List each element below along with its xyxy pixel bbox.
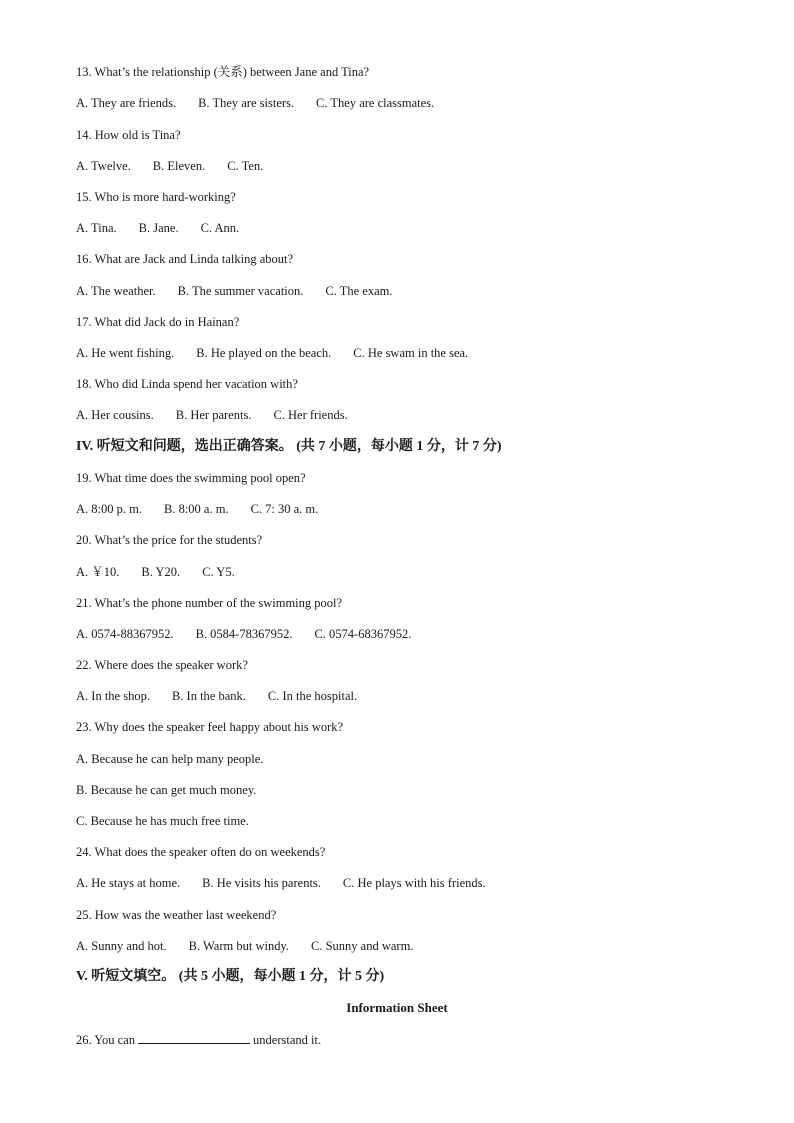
option-24-b: B. He visits his parents.: [202, 876, 321, 890]
section-4-heading: IV. 听短文和问题，选出正确答案。 (共 7 小题，每小题 1 分，计 7 分): [76, 439, 502, 454]
option-14-a: A. Twelve.: [76, 159, 131, 173]
question-24: 24. What does the speaker often do on weekends?: [76, 845, 326, 859]
option-25-a: A. Sunny and hot.: [76, 939, 167, 953]
question-26-after: understand it.: [253, 1033, 322, 1047]
options-20: [76, 564, 235, 580]
option-22-c: C. In the hospital.: [267, 689, 358, 703]
option-13-a: A. They are friends.: [76, 96, 177, 110]
section-5-heading: V. 听短文填空。 (共 5 小题，每小题 1 分，计 5 分): [76, 969, 385, 984]
question-26-before: 26. You can: [76, 1033, 136, 1047]
option-21-b: B. 0584-78367952.: [195, 627, 293, 641]
options-16: [76, 283, 393, 299]
option-23-a: A. Because he can help many people.: [76, 752, 264, 766]
information-sheet-title: Information Sheet: [346, 1000, 448, 1015]
option-20-c: C. Y5.: [202, 565, 235, 579]
options-19: [76, 501, 318, 517]
option-23-b: B. Because he can get much money.: [76, 783, 257, 797]
option-17-b: B. He played on the beach.: [196, 346, 332, 360]
option-25-b: B. Warm but windy.: [188, 939, 290, 953]
question-18: 18. Who did Linda spend her vacation with?: [76, 377, 298, 391]
question-22: 22. Where does the speaker work?: [76, 658, 248, 672]
options-18: [76, 407, 348, 423]
option-21-c: C. 0574-68367952.: [314, 627, 412, 641]
option-14-c: C. Ten.: [227, 159, 264, 173]
option-15-a: A. Tina.: [76, 221, 117, 235]
question-20: 20. What’s the price for the students?: [76, 533, 263, 547]
option-14-b: B. Eleven.: [152, 159, 206, 173]
option-23-c: C. Because he has much free time.: [76, 814, 249, 828]
option-18-a: A. Her cousins.: [76, 408, 154, 422]
options-21: [76, 626, 411, 642]
option-15-b: B. Jane.: [138, 221, 179, 235]
option-19-a: A. 8:00 p. m.: [76, 502, 142, 516]
question-21: 21. What’s the phone number of the swimming pool?: [76, 596, 343, 610]
question-14: 14. How old is Tina?: [76, 128, 181, 142]
question-13: 13. What’s the relationship (关系) between Jane and Tina?: [76, 65, 370, 79]
options-25: [76, 938, 413, 954]
option-19-c: C. 7: 30 a. m.: [250, 502, 319, 516]
option-22-a: A. In the shop.: [76, 689, 150, 703]
option-20-a: A. ￥10.: [76, 565, 120, 579]
option-22-b: B. In the bank.: [171, 689, 246, 703]
options-17: [76, 345, 468, 361]
options-15: [76, 220, 239, 236]
option-16-c: C. The exam.: [325, 284, 393, 298]
option-25-c: C. Sunny and warm.: [311, 939, 414, 953]
option-21-a: A. 0574-88367952.: [76, 627, 174, 641]
question-15: 15. Who is more hard-working?: [76, 190, 236, 204]
option-24-c: C. He plays with his friends.: [342, 876, 486, 890]
question-25: 25. How was the weather last weekend?: [76, 908, 277, 922]
option-17-a: A. He went fishing.: [76, 346, 175, 360]
options-13: [76, 95, 434, 111]
option-18-b: B. Her parents.: [175, 408, 252, 422]
option-17-c: C. He swam in the sea.: [353, 346, 469, 360]
option-15-c: C. Ann.: [200, 221, 240, 235]
option-16-b: B. The summer vacation.: [177, 284, 304, 298]
option-13-c: C. They are classmates.: [316, 96, 435, 110]
question-16: 16. What are Jack and Linda talking about?: [76, 252, 294, 266]
option-18-c: C. Her friends.: [273, 408, 348, 422]
question-19: 19. What time does the swimming pool open?: [76, 471, 306, 485]
options-22: [76, 688, 357, 704]
question-17: 17. What did Jack do in Hainan?: [76, 315, 240, 329]
option-20-b: B. Y20.: [141, 565, 181, 579]
option-19-b: B. 8:00 a. m.: [163, 502, 229, 516]
question-26: [76, 1031, 321, 1048]
question-23: 23. Why does the speaker feel happy about his work?: [76, 720, 344, 734]
option-24-a: A. He stays at home.: [76, 876, 181, 890]
option-13-b: B. They are sisters.: [198, 96, 295, 110]
options-14: [76, 158, 263, 174]
options-24: [76, 875, 486, 891]
option-16-a: A. The weather.: [76, 284, 156, 298]
answer-blank-26[interactable]: [138, 1031, 250, 1044]
